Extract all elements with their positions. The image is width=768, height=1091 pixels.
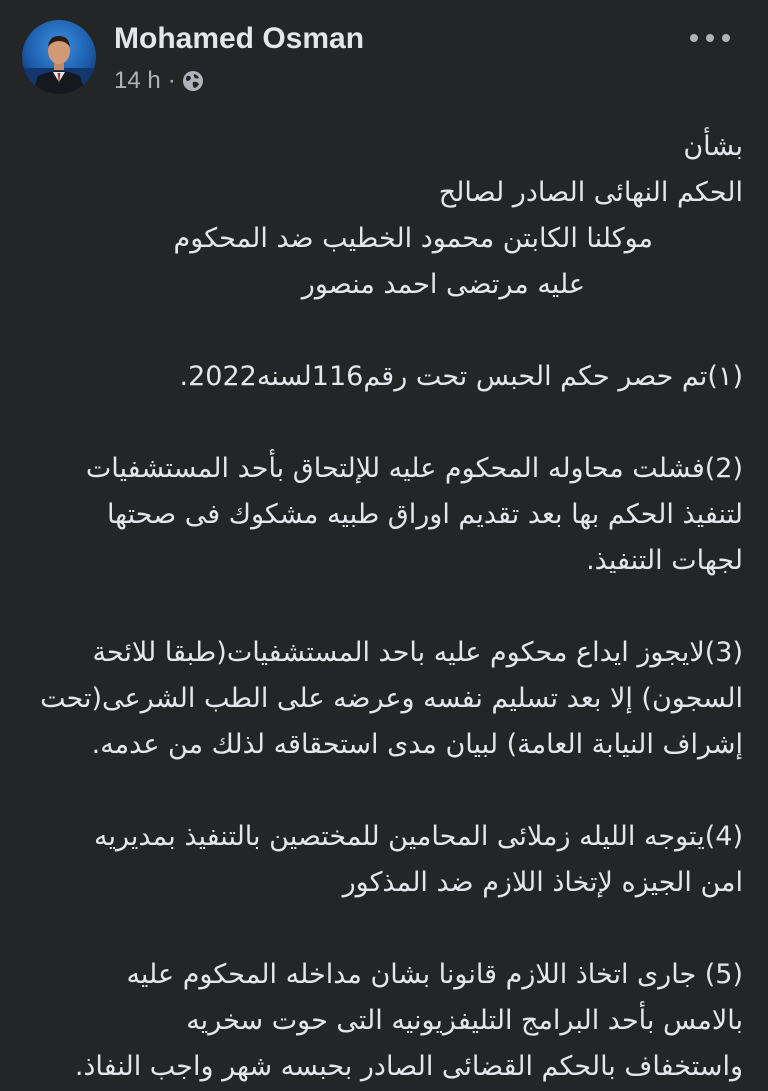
- paragraph-line: (4)يتوجه الليله زملائى المحامين للمختصين بالتنفيذ بمديريه: [94, 821, 743, 852]
- meta-separator: ·: [167, 67, 176, 94]
- intro-line: بشأن: [683, 131, 743, 162]
- paragraph-line: (١)تم حصر حكم الحبس تحت رقم116لسنه2022.: [179, 361, 743, 392]
- intro-line: الحكم النهائى الصادر لصالح: [438, 177, 743, 208]
- paragraph-gap: [23, 400, 743, 446]
- paragraph-line: السجون) إلا بعد تسليم نفسه وعرضه على الطب الشرعى(تحت: [40, 683, 743, 714]
- paragraph-line: (5) جارى اتخاذ اللازم قانونا بشان مداخله المحكوم عليه: [126, 959, 743, 990]
- post-intro: [23, 124, 743, 308]
- author-name[interactable]: Mohamed Osman: [114, 22, 365, 55]
- paragraph-line: لتنفيذ الحكم بها بعد تقديم اوراق طبيه مشكوك فى صحتها: [106, 499, 743, 530]
- paragraph-line: لجهات التنفيذ.: [586, 545, 743, 576]
- intro-line: موكلنا الكابتن محمود الخطيب ضد المحكوم: [173, 223, 653, 254]
- paragraph-line: واستخفاف بالحكم القضائى الصادر بحبسه شهر واجب النفاذ.: [74, 1051, 743, 1082]
- post-paragraph-3: [23, 630, 743, 768]
- more-dot: [706, 34, 714, 42]
- post-paragraph-1: [23, 354, 743, 400]
- paragraph-line: بالامس بأحد البرامج التليفزيونيه التى حوت سخريه: [186, 1005, 743, 1036]
- intro-line: عليه مرتضى احمد منصور: [301, 269, 585, 300]
- paragraph-line: إشراف النيابة العامة) لبيان مدى استحقاقه لذلك من عدمه.: [91, 729, 743, 760]
- more-dot: [722, 34, 730, 42]
- post-timestamp[interactable]: 14 h: [114, 67, 161, 94]
- more-dot: [690, 34, 698, 42]
- post-header: [0, 0, 768, 110]
- post-paragraph-4: [23, 814, 743, 906]
- post-text: [23, 124, 743, 1090]
- author-avatar[interactable]: [22, 20, 96, 94]
- paragraph-gap: [23, 768, 743, 814]
- paragraph-gap: [23, 308, 743, 354]
- more-options-icon[interactable]: [690, 26, 730, 50]
- paragraph-line: (3)لايجوز ايداع محكوم عليه باحد المستشفيات(طبقا للائحة: [92, 637, 743, 668]
- paragraph-gap: [23, 906, 743, 952]
- post-paragraph-2: [23, 446, 743, 584]
- globe-icon[interactable]: [182, 70, 204, 92]
- post-meta: [114, 66, 204, 96]
- paragraph-line: امن الجيزه لإتخاذ اللازم ضد المذكور: [342, 867, 743, 898]
- post-paragraph-5: [23, 952, 743, 1090]
- paragraph-gap: [23, 584, 743, 630]
- paragraph-line: (2)فشلت محاوله المحكوم عليه للإلتحاق بأحد المستشفيات: [85, 453, 743, 484]
